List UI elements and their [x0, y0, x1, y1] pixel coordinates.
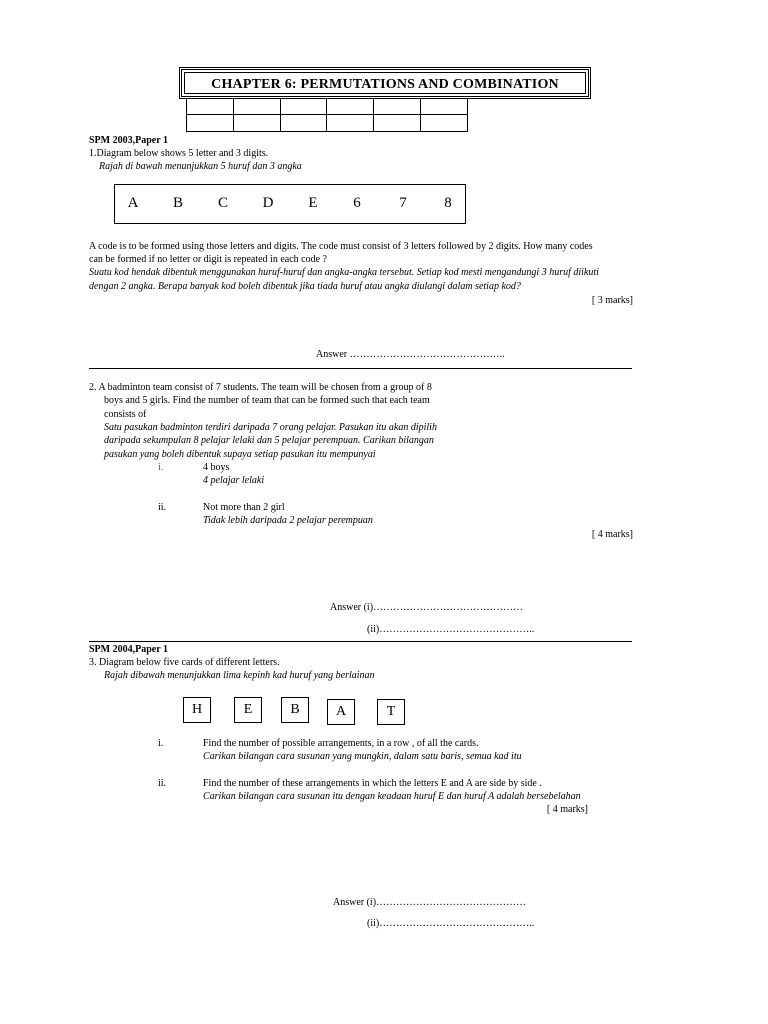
- title-grid: [186, 96, 468, 132]
- code-symbol: 8: [444, 195, 452, 211]
- q3-source: SPM 2004,Paper 1: [89, 644, 168, 655]
- q2-ms-2: daripada sekumpulan 8 pelajar lelaki dan 5 pelajar perempuan. Carikan bilangan: [104, 435, 434, 446]
- q1-text-ms-1: Suatu kod hendak dibentuk menggunakan huruf-huruf dan angka-angka tersebut. Setiap kod mesti mengandungi 3 huruf diikuti: [89, 267, 599, 278]
- q3-answer-i[interactable]: Answer (i)………………………………………: [333, 897, 527, 908]
- q2-part-i-en: 4 boys: [203, 462, 230, 473]
- q3-part-i-ms: Carikan bilangan cara susunan yang mungkin, dalam satu baris, semua kad itu: [203, 751, 522, 762]
- q1-marks: [ 3 marks]: [591, 295, 633, 306]
- divider: [89, 641, 632, 642]
- q1-text-en-2: can be formed if no letter or digit is repeated in each code ?: [89, 254, 327, 265]
- letter-card: E: [234, 697, 262, 723]
- q3-part-i-en: Find the number of possible arrangements, in a row , of all the cards.: [203, 738, 479, 749]
- q2-ms-1: Satu pasukan badminton terdiri daripada 7 orang pelajar. Pasukan itu akan dipilih: [104, 422, 437, 433]
- q3-answer-ii[interactable]: (ii)………………………………………..: [367, 918, 535, 929]
- q2-part-i-label: i.: [158, 462, 164, 473]
- letter-card: T: [377, 699, 405, 725]
- letter-card: H: [183, 697, 211, 723]
- q3-ms-1: Rajah dibawah menunjukkan lima kepinh kad huruf yang berlainan: [104, 670, 375, 681]
- q1-intro-en: 1.Diagram below shows 5 letter and 3 digits.: [89, 148, 269, 159]
- code-symbol: E: [308, 195, 318, 211]
- code-symbol: D: [262, 195, 274, 211]
- q3-marks: [ 4 marks]: [546, 804, 588, 815]
- q2-answer-i[interactable]: Answer (i)………………………………………: [330, 602, 524, 613]
- q2-ms-3: pasukan yang boleh dibentuk supaya setiap pasukan itu mempunyai: [104, 449, 376, 460]
- q2-line-2: boys and 5 girls. Find the number of team that can be formed such that each team: [104, 395, 430, 406]
- q3-part-ii-ms: Carikan bilangan cara susunan itu dengan keadaan huruf E dan huruf A adalah bersebelahan: [203, 791, 581, 802]
- q3-part-ii-label: ii.: [158, 778, 167, 789]
- q3-part-ii-en: Find the number of these arrangements in which the letters E and A are side by side .: [203, 778, 542, 789]
- q2-part-ii-ms: Tidak lebih daripada 2 pelajar perempuan: [203, 515, 373, 526]
- code-symbol: 6: [353, 195, 361, 211]
- q1-source: SPM 2003,Paper 1: [89, 135, 168, 146]
- q3-line-1: 3. Diagram below five cards of different letters.: [89, 657, 280, 668]
- letter-card: A: [327, 699, 355, 725]
- q2-part-ii-label: ii.: [158, 502, 167, 513]
- q2-answer-ii[interactable]: (ii)………………………………………..: [367, 624, 535, 635]
- code-symbol: C: [217, 195, 228, 211]
- code-symbol: B: [172, 195, 183, 211]
- q2-line-3: consists of: [104, 409, 147, 420]
- page-title: CHAPTER 6: PERMUTATIONS AND COMBINATION: [211, 77, 559, 92]
- q1-text-en-1: A code is to be formed using those letters and digits. The code must consist of 3 letters followed by 2 digits. How many codes: [89, 241, 593, 252]
- q2-line-1: 2. A badminton team consist of 7 students. The team will be chosen from a group of 8: [89, 382, 432, 393]
- q2-marks: [ 4 marks]: [591, 529, 633, 540]
- q1-answer-line[interactable]: Answer ………………………………………..: [316, 349, 505, 360]
- q1-text-ms-2: dengan 2 angka. Berapa banyak kod boleh dibentuk jika tiada huruf atau angka diulangi dalam setiap kod?: [89, 281, 521, 292]
- divider: [89, 368, 632, 369]
- q2-part-i-ms: 4 pelajar lelaki: [203, 475, 265, 486]
- q2-part-ii-en: Not more than 2 girl: [203, 502, 285, 513]
- code-symbol: 7: [399, 195, 407, 211]
- code-symbol-box: [114, 184, 466, 224]
- code-symbol: A: [127, 195, 139, 211]
- letter-card: B: [281, 697, 309, 723]
- q3-part-i-label: i.: [158, 738, 164, 749]
- q1-intro-ms: Rajah di bawah menunjukkan 5 huruf dan 3 angka: [99, 161, 302, 172]
